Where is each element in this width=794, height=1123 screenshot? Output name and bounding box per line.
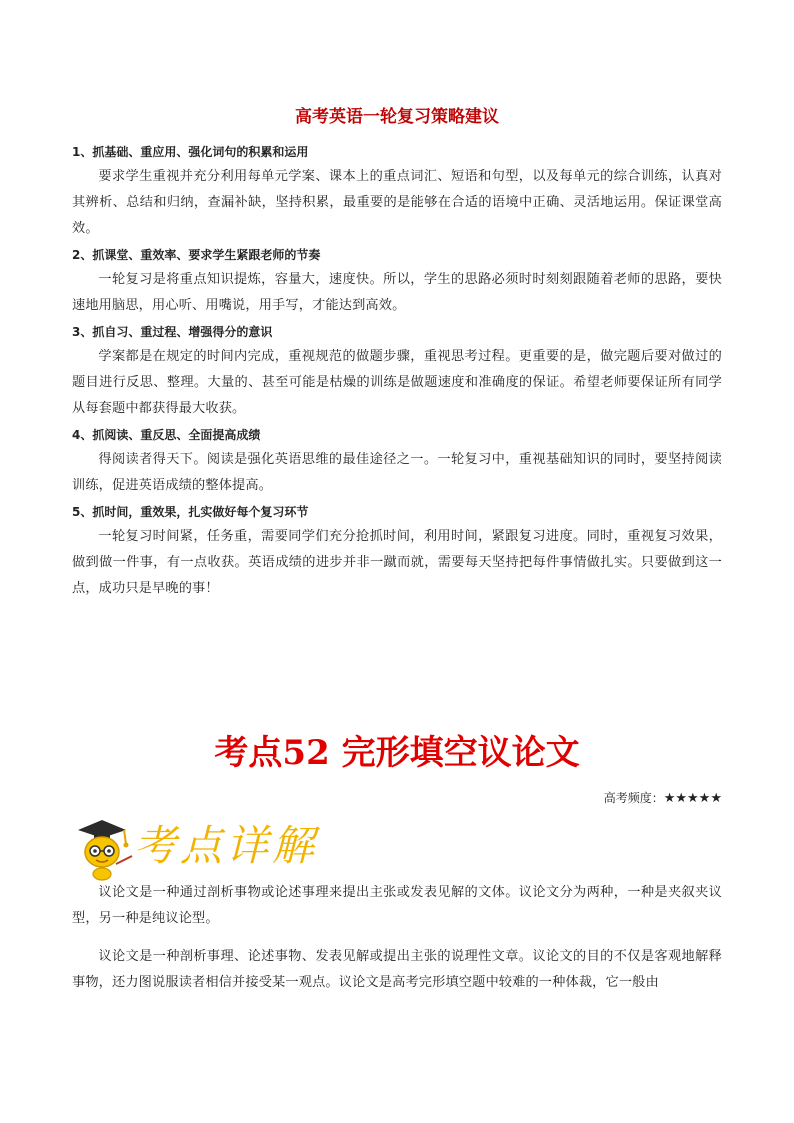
section-heading: 1、抓基础、重应用、强化词句的积累和运用 bbox=[72, 145, 309, 159]
section-1 bbox=[72, 143, 722, 242]
frequency-stars: ★★★★★ bbox=[663, 791, 722, 806]
frequency-label: 高考频度： bbox=[603, 791, 664, 805]
topic-title: 考点52 完形填空议论文 bbox=[214, 733, 580, 773]
intro-paragraph: 议论文是一种通过剖析事物或论述事理来提出主张或发表见解的文体。议论文分为两种，一种是夹叙夹议型，另一种是纯议论型。 bbox=[72, 885, 722, 926]
section-body: 要求学生重视并充分利用每单元学案、课本上的重点词汇、短语和句型，以及每单元的综合训练，认真对其辨析、总结和归纳，查漏补缺，坚持积累，最重要的是能够在合适的语境中正确、灵活地运用。保证课堂高效。 bbox=[72, 169, 722, 236]
section-heading: 5、抓时间，重效果，扎实做好每个复习环节 bbox=[72, 505, 309, 519]
section-5 bbox=[72, 503, 722, 602]
intro-paragraph: 议论文是一种剖析事理、论述事物、发表见解或提出主张的说理性文章。议论文的目的不仅是客观地解释事物，还力图说服读者相信并接受某一观点。议论文是高考完形填空题中较难的一种体裁，它一般由 bbox=[72, 949, 722, 990]
section-4 bbox=[72, 426, 722, 499]
banner-title: 考点详解 bbox=[134, 821, 319, 870]
section-heading: 3、抓自习、重过程、增强得分的意识 bbox=[72, 325, 273, 339]
section-body: 学案都是在规定的时间内完成，重视规范的做题步骤，重视思考过程。更重要的是，做完题后要对做过的题目进行反思、整理。大量的、甚至可能是枯燥的训练是做题速度和准确度的保证。希望老师要保证所有同学从每套题中都获得最大收获。 bbox=[72, 349, 722, 416]
section-heading: 4、抓阅读、重反思、全面提高成绩 bbox=[72, 428, 261, 442]
exam-frequency bbox=[604, 789, 722, 808]
strategy-sections bbox=[72, 143, 722, 606]
section-2 bbox=[72, 246, 722, 319]
section-3 bbox=[72, 323, 722, 422]
section-body: 得阅读者得天下。阅读是强化英语思维的最佳途径之一。一轮复习中，重视基础知识的同时，要坚持阅读训练，促进英语成绩的整体提高。 bbox=[72, 452, 722, 493]
section-body: 一轮复习是将重点知识提炼，容量大，速度快。所以，学生的思路必须时时刻刻跟随着老师的思路，要快速地用脑思，用心听、用嘴说，用手写，才能达到高效。 bbox=[72, 272, 722, 313]
section-banner bbox=[72, 812, 392, 882]
section-body: 一轮复习时间紧，任务重，需要同学们充分抢抓时间，利用时间，紧跟复习进度。同时，重视复习效果，做到做一件事，有一点收获。英语成绩的进步并非一蹴而就，需要每天坚持把每件事情做扎实。只要做到这一点，成功只是早晚的事！ bbox=[72, 529, 722, 596]
section-heading: 2、抓课堂、重效率、要求学生紧跟老师的节奏 bbox=[72, 248, 321, 262]
document-title: 高考英语一轮复习策略建议 bbox=[295, 107, 499, 127]
intro-text bbox=[72, 880, 722, 1008]
graduate-mascot-icon bbox=[72, 816, 134, 882]
